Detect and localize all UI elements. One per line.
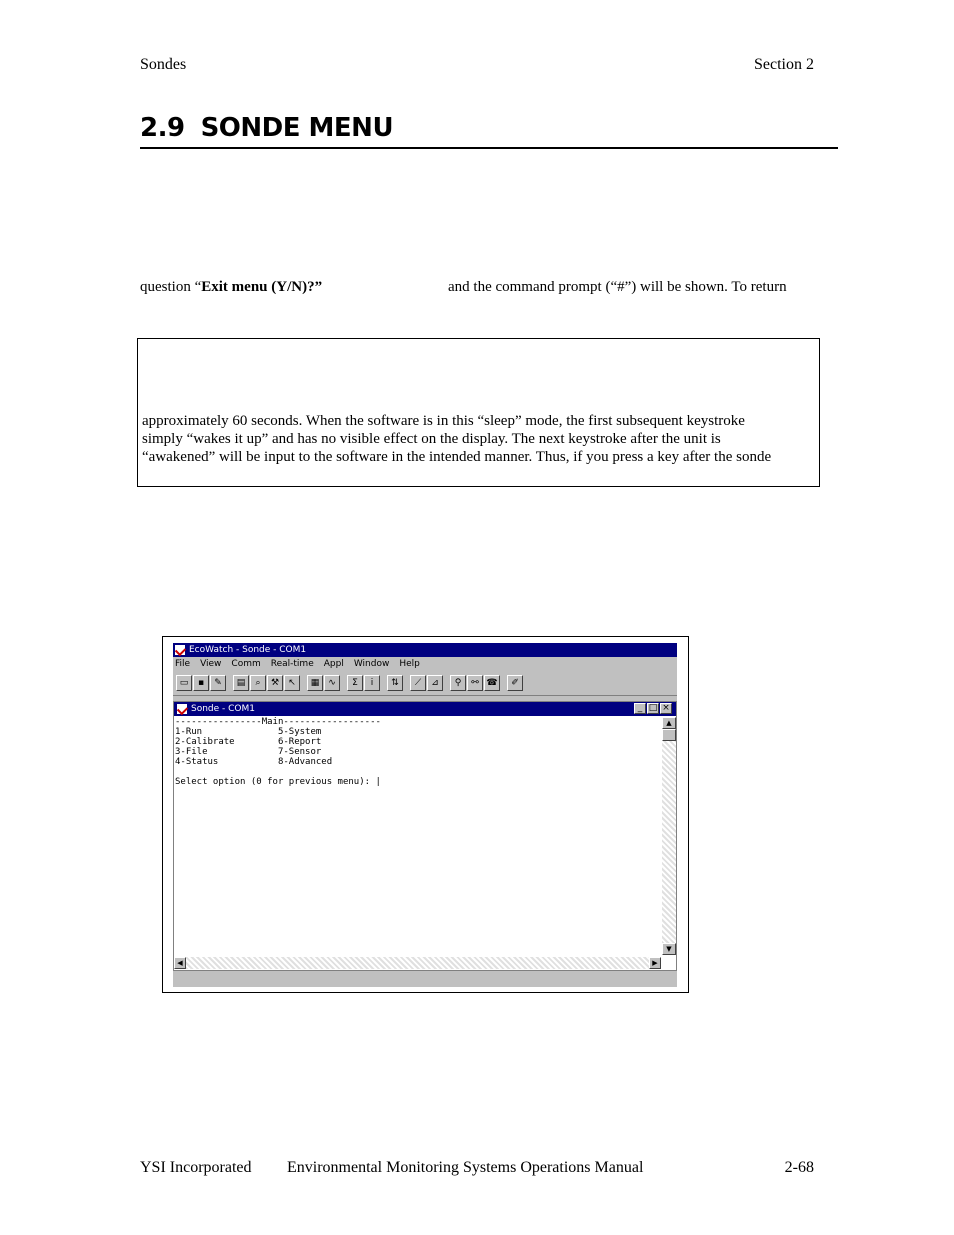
paragraph-left [140,279,322,296]
header-left: Sondes [140,56,187,73]
terminal-row: 1-Run 5-System [175,727,322,737]
connect-icon[interactable]: ⚯ [467,675,483,691]
scroll-left-icon[interactable]: ◀ [174,957,186,969]
menu-view[interactable]: View [200,659,222,669]
find-icon[interactable]: ⌕ [250,675,266,691]
tools-icon[interactable]: ⚒ [267,675,283,691]
scroll-right-icon[interactable]: ▶ [649,957,661,969]
child-titlebar [174,702,676,716]
chart-icon[interactable]: ⊿ [427,675,443,691]
terminal-row: 3-File 7-Sensor [175,747,322,757]
sort-icon[interactable]: ⇅ [387,675,403,691]
menu-bar [173,657,677,671]
window-controls [633,703,672,714]
print-icon[interactable]: ▤ [233,675,249,691]
footer-page-number: 2-68 [784,1159,814,1176]
edit-icon[interactable]: ✎ [210,675,226,691]
menu-file[interactable]: File [175,659,191,669]
section-number: 2.9 [140,113,185,143]
status-bar [173,973,677,987]
paragraph-right: and the command prompt (“#”) will be shown. To return [448,279,787,295]
app-titlebar [173,643,677,657]
header-right: Section 2 [754,56,814,73]
plot-icon[interactable]: ⟋ [410,675,426,691]
paragraph-bold: Exit menu (Y/N)?” [201,279,323,295]
footer-company: YSI Incorporated [140,1159,252,1176]
ecowatch-window [173,643,677,987]
probe-icon[interactable]: ⚲ [450,675,466,691]
maximize-icon[interactable]: □ [648,703,658,713]
table-icon[interactable]: ▦ [307,675,323,691]
terminal-output[interactable] [175,717,657,955]
terminal-row: 4-Status 8-Advanced [175,757,333,767]
footer-manual-title: Environmental Monitoring Systems Operations Manual [287,1159,644,1176]
note-text [142,412,812,466]
sigma-icon[interactable]: Σ [347,675,363,691]
arrow-help-icon[interactable]: ↖ [284,675,300,691]
toolbar [173,671,677,696]
menu-comm[interactable]: Comm [231,659,261,669]
phone-icon[interactable]: ☎ [484,675,500,691]
menu-help[interactable]: Help [399,659,420,669]
app-title: EcoWatch - Sonde - COM1 [189,645,307,655]
sonde-window-icon [177,704,187,714]
paragraph-prefix: question “ [140,279,202,295]
terminal-menu-header: ----------------Main------------------ [175,717,381,727]
minimize-icon[interactable]: _ [634,703,646,714]
horizontal-scrollbar[interactable] [174,957,661,969]
screenshot-figure [162,636,689,993]
menu-window[interactable]: Window [353,659,390,669]
vertical-scrollbar[interactable] [662,717,676,955]
scroll-down-icon[interactable]: ▼ [662,943,676,955]
child-title: Sonde - COM1 [191,704,256,714]
info-icon[interactable]: i [364,675,380,691]
note-line: simply “wakes it up” and has no visible effect on the display. The next keystroke after the unit is [142,431,721,447]
menu-appl[interactable]: Appl [323,659,344,669]
sonde-child-window [173,701,677,971]
note-line: approximately 60 seconds. When the software is in this “sleep” mode, the first subsequent keystroke [142,413,745,429]
close-icon[interactable]: × [660,703,672,714]
note-line: “awakened” will be input to the software in the intended manner. Thus, if you press a key after the sonde [142,449,772,465]
section-title: SONDE MENU [200,113,394,143]
section-heading [140,113,838,149]
menu-realtime[interactable]: Real-time [270,659,314,669]
scroll-up-icon[interactable]: ▲ [662,717,676,729]
pencil-icon[interactable]: ✐ [507,675,523,691]
terminal-prompt: Select option (0 for previous menu): | [175,777,381,787]
scroll-thumb[interactable] [662,729,676,741]
graph-icon[interactable]: ∿ [324,675,340,691]
terminal-row: 2-Calibrate 6-Report [175,737,322,747]
open-icon[interactable]: ▭ [176,675,192,691]
ecowatch-icon [175,645,185,655]
save-icon[interactable]: ▪ [193,675,209,691]
note-box [137,338,820,487]
